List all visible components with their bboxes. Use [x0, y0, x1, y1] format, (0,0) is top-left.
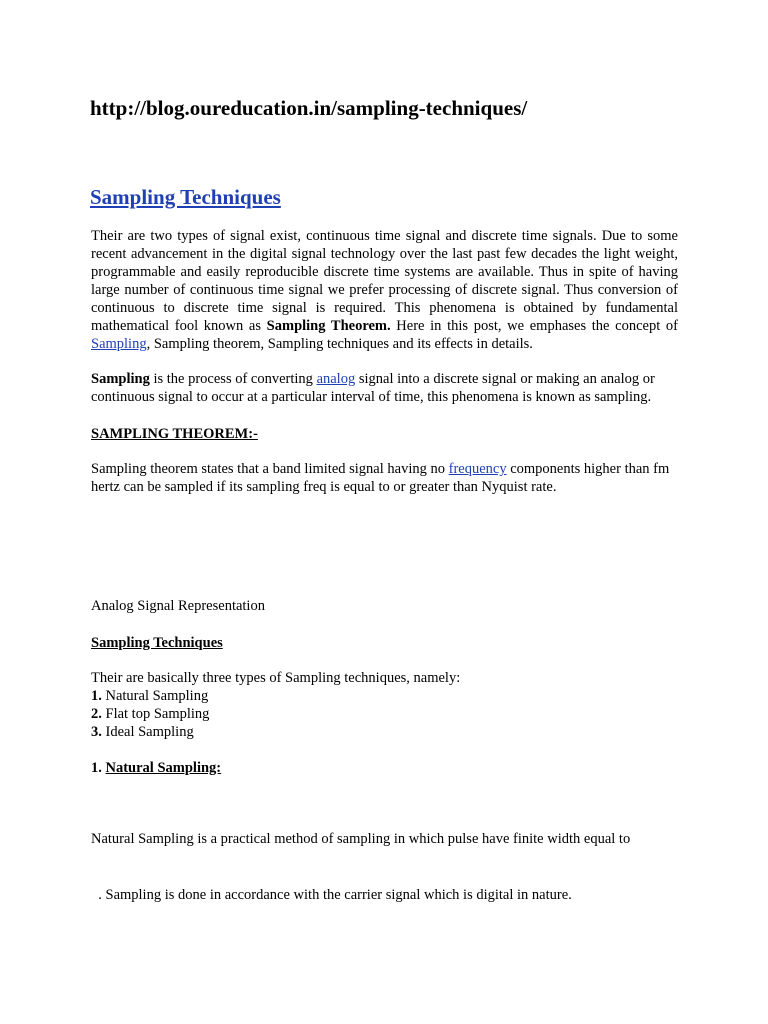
list-item-label: Flat top Sampling [101, 706, 210, 722]
list-item [91, 705, 678, 723]
list-item-number: 1. [91, 688, 102, 704]
list-item [91, 723, 678, 741]
figure-caption: Analog Signal Representation [91, 598, 265, 614]
theorem-text-1: Sampling theorem states that a band limited signal having no [91, 461, 449, 477]
natural-line-1: Natural Sampling is a practical method of sampling in which pulse have finite width equal to [91, 831, 631, 847]
frequency-link[interactable]: frequency [448, 461, 507, 477]
source-url: http://blog.oureducation.in/sampling-techniques/ [90, 96, 528, 120]
natural-line-2: . Sampling is done in accordance with the carrier signal which is digital in nature. [91, 887, 572, 903]
list-item [91, 687, 678, 705]
list-item-label: Natural Sampling [101, 688, 209, 704]
definition-text-1: is the process of converting [149, 371, 317, 387]
intro-text-3: , Sampling theorem, Sampling techniques and its effects in details. [146, 336, 533, 352]
list-item-number: 2. [91, 706, 102, 722]
sampling-link[interactable]: Sampling [91, 336, 147, 352]
theorem-paragraph [91, 460, 678, 496]
definition-text-2: signal into a discrete signal or making an analog or continuous signal to occur at a particular interval of time, this phenomena is known as sampling. [91, 371, 655, 405]
definition-bold: Sampling [91, 371, 150, 387]
definition-paragraph [91, 370, 678, 406]
article-title [90, 183, 281, 211]
techniques-heading: Sampling Techniques [91, 635, 223, 651]
article-title-link[interactable]: Sampling Techniques [90, 185, 281, 209]
intro-text-2: Here in this post, we emphases the concept of [390, 318, 678, 334]
natural-sampling-paragraph [91, 794, 678, 940]
theorem-heading: SAMPLING THEOREM:- [91, 426, 258, 442]
natural-heading-number: 1. [91, 760, 102, 776]
sampling-theorem-bold: Sampling Theorem. [266, 318, 391, 334]
techniques-list [91, 669, 678, 741]
intro-paragraph [91, 227, 678, 353]
analog-link[interactable]: analog [316, 371, 356, 387]
techniques-intro: Their are basically three types of Sampling techniques, namely: [91, 670, 461, 686]
intro-text-1: Their are two types of signal exist, continuous time signal and discrete time signals. Due to some recent advancement in the digital signal technology over the last past few decades the light weight, programmable and easily reproducible discrete time systems are available. Thus in spite of having large number of continuous time signal we prefer processing of discrete signal. Thus conversion of continuous to discrete time signal is required. This phenomena is obtained by fundamental mathematical fool known as [91, 228, 678, 334]
natural-sampling-heading [91, 759, 678, 777]
natural-heading-text: Natural Sampling: [105, 760, 222, 776]
list-item-number: 3. [91, 724, 102, 740]
theorem-text-2: components higher than fm hertz can be sampled if its sampling freq is equal to or greater than Nyquist rate. [91, 461, 670, 495]
list-item-label: Ideal Sampling [101, 724, 194, 740]
